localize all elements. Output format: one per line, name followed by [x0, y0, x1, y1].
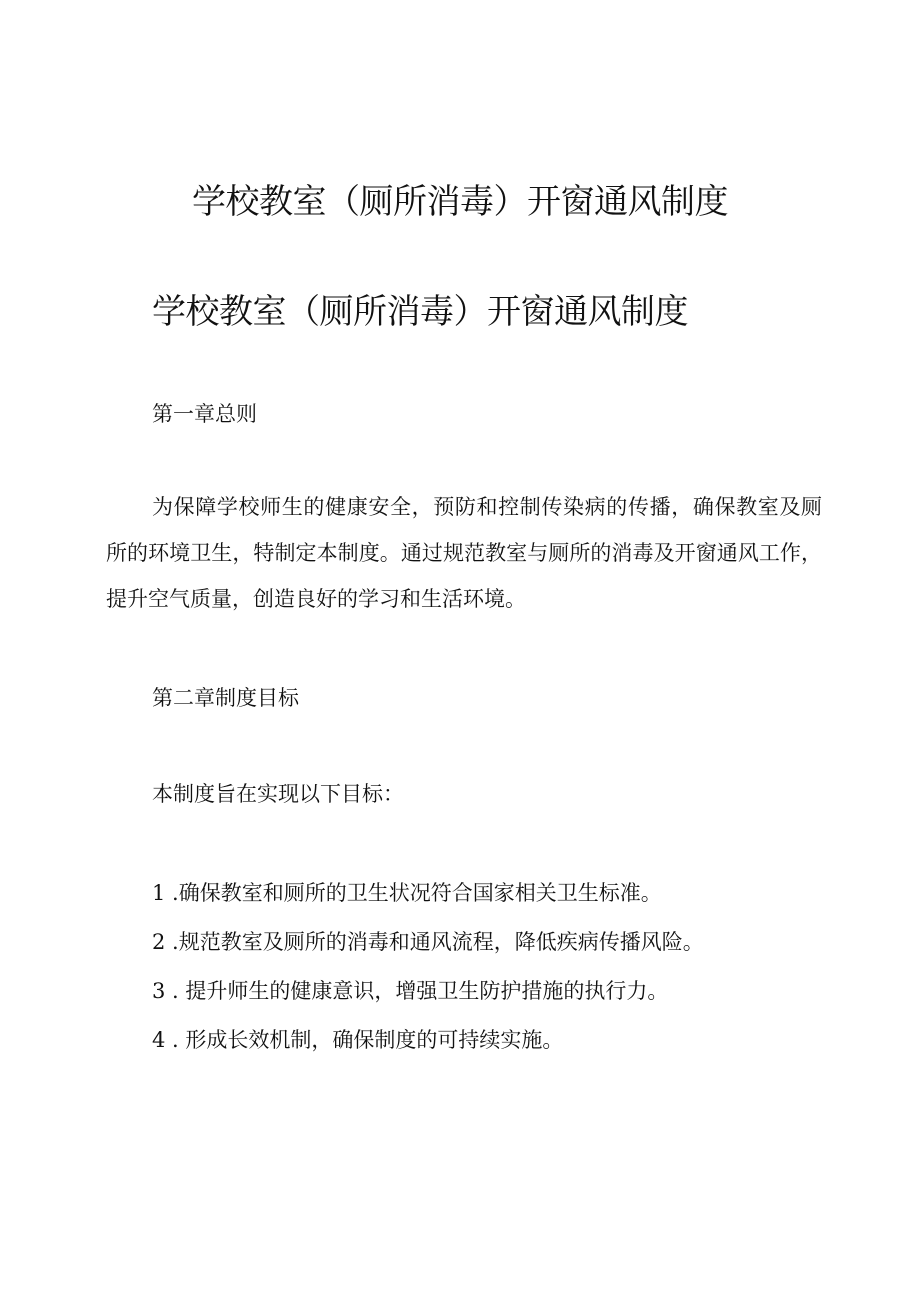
chapter-2-intro: 本制度旨在实现以下目标：: [152, 782, 404, 806]
goal-item-2: 2 .规范教室及厕所的消毒和通风流程，降低疾病传播风险。: [152, 930, 704, 954]
goal-item-1: 1 .确保教室和厕所的卫生状况符合国家相关卫生标准。: [152, 881, 662, 905]
document-title: 学校教室（厕所消毒）开窗通风制度: [192, 182, 728, 222]
chapter-2-heading: 第二章制度目标: [152, 686, 299, 710]
document-subtitle: 学校教室（厕所消毒）开窗通风制度: [152, 292, 688, 332]
goal-item-3: 3 . 提升师生的健康意识，增强卫生防护措施的执行力。: [152, 979, 669, 1003]
chapter-1-heading: 第一章总则: [152, 402, 257, 426]
chapter-1-paragraph: 为保障学校师生的健康安全，预防和控制传染病的传播，确保教室及厕所的环境卫生，特制定本制度。通过规范教室与厕所的消毒及开窗通风工作，提升空气质量，创造良好的学习和生活环境。: [106, 495, 822, 611]
goal-item-4: 4 . 形成长效机制，确保制度的可持续实施。: [152, 1028, 564, 1052]
